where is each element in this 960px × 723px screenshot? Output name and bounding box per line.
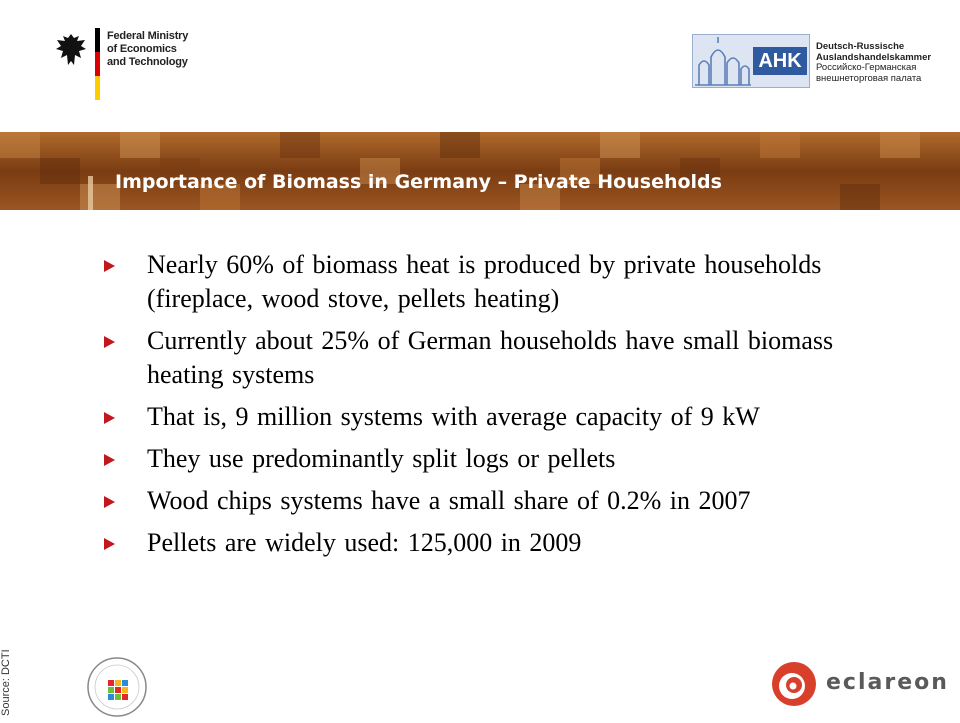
triangle-bullet-icon — [104, 454, 115, 466]
bullet-item — [104, 484, 904, 518]
bullet-item — [104, 526, 904, 560]
ministry-logo — [55, 28, 195, 103]
bullet-text: Nearly 60% of biomass heat is produced by private households (fireplace, wood stove, pellets heating) — [147, 250, 822, 313]
ministry-name: Federal Ministry of Economics and Technology — [107, 30, 189, 68]
triangle-bullet-icon — [104, 336, 115, 348]
ahk-logo — [692, 34, 932, 90]
ahk-emblem — [692, 34, 810, 88]
bullet-list — [104, 248, 904, 568]
bullet-text: Wood chips systems have a small share of 0.2% in 2007 — [147, 486, 751, 515]
eclareon-swirl-icon — [770, 660, 820, 708]
bullet-item — [104, 248, 904, 316]
bullet-item — [104, 442, 904, 476]
german-flag-stripe — [95, 28, 100, 100]
bullet-text: Currently about 25% of German households have small biomass heating systems — [147, 326, 834, 389]
bullet-item — [104, 400, 904, 434]
triangle-bullet-icon — [104, 412, 115, 424]
kremlin-icon — [693, 35, 753, 89]
eagle-icon — [55, 32, 87, 68]
renewables-logo — [86, 656, 148, 718]
triangle-bullet-icon — [104, 260, 115, 272]
eclareon-logo — [770, 660, 949, 708]
bullet-text: Pellets are widely used: 125,000 in 2009 — [147, 528, 582, 557]
renewables-badge-icon — [86, 656, 148, 718]
bullet-item — [104, 324, 904, 392]
eclareon-wordmark: eclareon — [826, 670, 949, 695]
ahk-name: Deutsch-Russische Auslandshandelskammer Российско-Германская внешнеторговая палата — [816, 41, 932, 84]
bullet-text: That is, 9 million systems with average capacity of 9 kW — [147, 402, 760, 431]
triangle-bullet-icon — [104, 496, 115, 508]
source-note: Source: DCTI — [0, 649, 12, 716]
bullet-text: They use predominantly split logs or pellets — [147, 444, 616, 473]
triangle-bullet-icon — [104, 538, 115, 550]
ahk-badge: AHK — [753, 47, 807, 75]
slide-title: Importance of Biomass in Germany – Private Households — [115, 171, 722, 193]
